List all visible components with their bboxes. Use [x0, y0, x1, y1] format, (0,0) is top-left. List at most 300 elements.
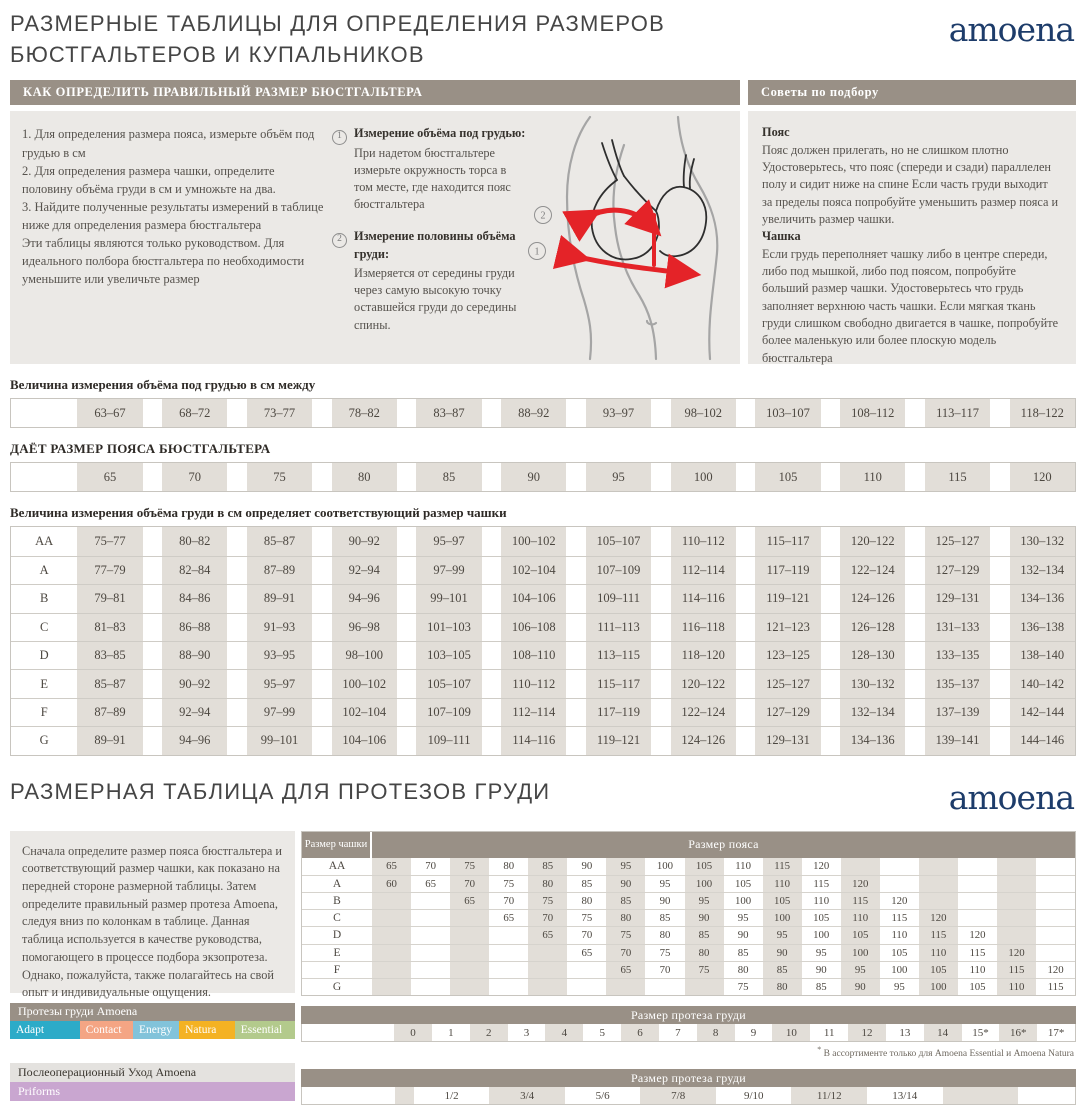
- table-cell: 65: [425, 877, 436, 890]
- table-cell: 115: [813, 877, 830, 890]
- table-gap: [482, 585, 501, 612]
- table-cell: 100: [763, 910, 802, 926]
- table-cell: 80: [606, 910, 645, 926]
- table-cell: 120–122: [671, 670, 736, 697]
- table-cell: [685, 979, 724, 995]
- how-to-panel: [10, 111, 740, 364]
- table-gap: [312, 463, 331, 491]
- torso-drawing-icon: [526, 115, 740, 361]
- table-gap: [397, 727, 416, 754]
- table-row: [11, 698, 1075, 726]
- table-gap: [821, 670, 840, 697]
- table-cell: [958, 910, 997, 926]
- table-cell: 112–114: [501, 699, 566, 726]
- table-cell: 78–82: [332, 399, 397, 427]
- table-cell: 95: [659, 877, 671, 890]
- table-gap: [482, 614, 501, 641]
- table-cell: 110: [840, 463, 905, 491]
- table-cell: 94–96: [332, 585, 397, 612]
- table-gap: [143, 727, 162, 754]
- table-cell: 15*: [972, 1026, 989, 1039]
- table-cell: 97–99: [416, 557, 481, 584]
- tips-belt-text: Пояс должен прилегать, но не слишком плотно Удостоверьтесь, что пояс (спереди и сзади) параллелен полу и сидит ниже на спине Если часть груди выходит за пределы пояса попробуйте уменьшить размер пояса и увеличить размер чашки.: [762, 142, 1059, 227]
- table-gap: [566, 727, 585, 754]
- table-cell: [528, 962, 567, 978]
- measure-1-body: [354, 125, 528, 213]
- table-blank: [943, 1087, 1019, 1104]
- table-row: [302, 961, 1075, 978]
- table-cell: 4: [545, 1024, 583, 1041]
- table-cell: 113–117: [925, 399, 990, 427]
- table-cell: 115: [997, 962, 1036, 978]
- table-cell: 85: [685, 927, 724, 943]
- table-cell: 92–94: [332, 557, 397, 584]
- prosthesis-band-table-body: [302, 858, 1075, 996]
- table-cell: 144–146: [1010, 727, 1075, 754]
- prosthesis-band-table-header: [302, 832, 1075, 858]
- table-cell: 87–89: [247, 557, 312, 584]
- table-cell: 95: [893, 981, 905, 993]
- table-cell: 100: [734, 895, 752, 908]
- table-blank: [395, 1087, 414, 1104]
- table-gap: [566, 399, 585, 427]
- table-cell: 75: [685, 962, 724, 978]
- table-cell: 142–144: [1010, 699, 1075, 726]
- table-cell: 96–98: [332, 614, 397, 641]
- table-row: [302, 875, 1075, 892]
- table-cell: 73–77: [247, 399, 312, 427]
- table-cell: 90: [763, 945, 802, 961]
- table-cell: 134–136: [840, 727, 905, 754]
- table-cell: 105–107: [416, 670, 481, 697]
- table-cell: 75: [450, 858, 489, 875]
- table-cell: 104–106: [501, 585, 566, 612]
- table-cell: [372, 945, 411, 961]
- table-gap: [312, 527, 331, 555]
- table-cell: [919, 858, 958, 875]
- table-cell: 79–81: [77, 585, 142, 612]
- table-gap: [566, 642, 585, 669]
- table-cell: 113–115: [586, 642, 651, 669]
- table-gap: [397, 585, 416, 612]
- table-cell: [450, 910, 489, 926]
- table-cell: [489, 979, 528, 995]
- table-cell: 120: [1047, 963, 1064, 976]
- table-cell: 75: [606, 927, 645, 943]
- table-gap: [312, 670, 331, 697]
- table-gap: [312, 699, 331, 726]
- table-gap: [651, 527, 670, 555]
- table-cell: 80: [659, 929, 671, 942]
- table-cell: 80: [685, 945, 724, 961]
- table-cell: 63–67: [77, 399, 142, 427]
- page-header: [0, 0, 1086, 74]
- table-gap: [143, 527, 162, 555]
- table-cell: 120: [841, 876, 880, 892]
- table-gap: [143, 614, 162, 641]
- table-cell: 110: [891, 929, 908, 942]
- table-cell: 77–79: [77, 557, 142, 584]
- page-title: [10, 8, 665, 70]
- table-cell: 75: [503, 877, 515, 890]
- prosthesis-right-column: [301, 831, 1076, 1105]
- table-gap: [227, 642, 246, 669]
- table-cell: 134–136: [1010, 585, 1075, 612]
- table-cell: 105: [813, 912, 830, 925]
- table-gap: [736, 727, 755, 754]
- cup-size-cell: AA: [35, 534, 54, 549]
- footnote: [301, 1045, 1076, 1058]
- cup-size-cell: A: [332, 877, 342, 890]
- table-cell: 105: [969, 981, 986, 993]
- table-cell: 65: [503, 912, 515, 925]
- table-gap: [143, 642, 162, 669]
- postop-size-table: [301, 1087, 1076, 1105]
- table-cell: 106–108: [501, 614, 566, 641]
- table-cell: 100: [656, 860, 674, 873]
- table-gap: [312, 399, 331, 427]
- table-cell: 9: [750, 1026, 757, 1039]
- table-cell: 118–120: [671, 642, 736, 669]
- table-gap: [905, 614, 924, 641]
- table-cell: 8: [697, 1024, 735, 1041]
- table-cell: 85: [737, 946, 749, 959]
- table-gap: [482, 642, 501, 669]
- band-table-title: ДАЁТ РАЗМЕР ПОЯСА БЮСТГАЛЬТЕРА: [10, 441, 271, 457]
- step-1: 1. Для определения размера пояса, измерьте объём под грудью в см: [22, 127, 315, 160]
- table-gap: [227, 585, 246, 612]
- table-cell: 100–102: [332, 670, 397, 697]
- table-gap: [905, 699, 924, 726]
- table-cell: 7: [675, 1026, 681, 1039]
- table-gap: [821, 463, 840, 491]
- table-cell: 115: [841, 893, 880, 909]
- measure-2-text: Измеряется от середины груди через самую высокую точку оставшейся груди до середины спины.: [354, 265, 517, 332]
- cup-size-header: Размер чашки: [302, 832, 372, 858]
- table-cell: [450, 945, 489, 961]
- cup-size-cell: A: [39, 563, 49, 578]
- table-cell: 140–142: [1010, 670, 1075, 697]
- table-cell: 117–119: [755, 557, 820, 584]
- table-gap: [651, 642, 670, 669]
- table-cell: [372, 979, 411, 995]
- table-lead-blank: [302, 1087, 395, 1104]
- table-gap: [821, 699, 840, 726]
- table-cell: 60: [372, 876, 411, 892]
- table-cell: 137–139: [925, 699, 990, 726]
- table-cell: [528, 945, 567, 961]
- table-cell: 122–124: [840, 557, 905, 584]
- postop-care-bar: Послеоперационный Уход Amoena: [10, 1063, 295, 1082]
- amoena-logo-2: amoena: [948, 777, 1074, 817]
- how-to-header-bar: КАК ОПРЕДЕЛИТЬ ПРАВИЛЬНЫЙ РАЗМЕР БЮСТГАЛЬТЕРА: [10, 80, 740, 105]
- table-cell: 104–106: [332, 727, 397, 754]
- table-cell: 91–93: [247, 614, 312, 641]
- table-cell: [1036, 893, 1075, 909]
- table-cell: 93–97: [586, 399, 651, 427]
- table-cell: 105: [685, 858, 724, 875]
- table-cell: 90: [501, 463, 566, 491]
- table-gap: [736, 670, 755, 697]
- step-3: 3. Найдите полученные результаты измерений в таблице ниже для определения размера бюстгальтера: [22, 199, 324, 233]
- table-cell: 122–124: [671, 699, 736, 726]
- table-cell: 121–123: [755, 614, 820, 641]
- table-cell: 120: [891, 895, 908, 908]
- table-cell: 87–89: [77, 699, 142, 726]
- table-cell: 75: [247, 463, 312, 491]
- table-gap: [651, 670, 670, 697]
- table-cell: 92–94: [162, 699, 227, 726]
- measure-1-marker: [332, 125, 354, 213]
- table-cell: 88–92: [501, 399, 566, 427]
- table-gap: [143, 670, 162, 697]
- table-lead-blank: [302, 1024, 394, 1041]
- table-cell: 129–131: [925, 585, 990, 612]
- table-cell: 70: [581, 929, 593, 942]
- table-cell: 83–87: [416, 399, 481, 427]
- measure-1: [332, 125, 528, 213]
- table-cell: 118–122: [1010, 399, 1075, 427]
- table-cell: 135–137: [925, 670, 990, 697]
- section1-panels: [10, 111, 1076, 364]
- table-cell: 85: [528, 858, 567, 875]
- table-cell: [450, 979, 489, 995]
- table-cell: 3/4: [489, 1087, 565, 1104]
- table-gap: [651, 585, 670, 612]
- table-cell: 90: [606, 876, 645, 892]
- table-cell: 108–110: [501, 642, 566, 669]
- table-cell: 130–132: [1010, 527, 1075, 555]
- page-title-line2: БЮСТГАЛЬТЕРОВ И КУПАЛЬНИКОВ: [10, 42, 425, 68]
- table-cell: 90–92: [332, 527, 397, 555]
- table-cell: [997, 858, 1036, 875]
- table-cell: [411, 893, 450, 909]
- table-gap: [651, 614, 670, 641]
- table-cell: 100–102: [501, 527, 566, 555]
- table-gap: [482, 699, 501, 726]
- priforms-chip: Priforms: [10, 1082, 295, 1101]
- table-gap: [990, 670, 1009, 697]
- illustration-markers: [529, 207, 552, 260]
- table-cell: 13: [899, 1026, 911, 1039]
- table-cell: 103–105: [416, 642, 481, 669]
- table-cell: 89–91: [247, 585, 312, 612]
- table-gap: [905, 557, 924, 584]
- table-cell: [450, 927, 489, 943]
- table-cell: 127–129: [925, 557, 990, 584]
- table-gap: [312, 585, 331, 612]
- table-cell: 110: [919, 945, 958, 961]
- table-cell: [997, 876, 1036, 892]
- table-gap: [227, 399, 246, 427]
- table-cell: 107–109: [586, 557, 651, 584]
- table-gap: [651, 727, 670, 754]
- table-cell: [450, 962, 489, 978]
- table-cell: 119–121: [755, 585, 820, 612]
- band-size-table: [10, 462, 1076, 492]
- band-size-header: Размер пояса: [372, 832, 1075, 858]
- tips-panel: [748, 111, 1076, 364]
- table-gap: [651, 699, 670, 726]
- table-cell: 89–91: [77, 727, 142, 754]
- table-cell: 100: [671, 463, 736, 491]
- table-cell: [411, 962, 450, 978]
- measure-2: [332, 228, 528, 333]
- table-cell: 120: [969, 929, 986, 942]
- tips-cup-title: Чашка: [762, 229, 801, 244]
- table-gap: [905, 463, 924, 491]
- table-cell: [489, 962, 528, 978]
- cup-size-cell: B: [40, 591, 49, 606]
- table-cell: 120: [1010, 463, 1075, 491]
- table-gap: [397, 557, 416, 584]
- table-cell: 84–86: [162, 585, 227, 612]
- table-cell: 90: [737, 929, 749, 942]
- table-cell: 17*: [1047, 1026, 1065, 1039]
- cup-size-cell: D: [332, 929, 342, 942]
- table-gap: [821, 727, 840, 754]
- table-cell: 101–103: [416, 614, 481, 641]
- table-gap: [736, 614, 755, 641]
- table-cell: 111–113: [586, 614, 651, 641]
- table-cell: 80: [581, 895, 593, 908]
- table-cell: [645, 979, 684, 995]
- table-cell: 95: [737, 912, 749, 925]
- table-gap: [397, 670, 416, 697]
- table-cell: 119–121: [586, 727, 651, 754]
- cup-size-cell: C: [333, 912, 341, 925]
- table-cell: 100: [685, 876, 724, 892]
- table-gap: [397, 642, 416, 669]
- table-cell: 120: [919, 910, 958, 926]
- table-cell: 90–92: [162, 670, 227, 697]
- tips-header-bar: Советы по подбору: [748, 80, 1076, 105]
- table-gap: [905, 670, 924, 697]
- table-cell: 109–111: [586, 585, 651, 612]
- table-cell: 120: [997, 945, 1036, 961]
- table-cell: 75: [581, 912, 593, 925]
- table-cell: 131–133: [925, 614, 990, 641]
- table-gap: [821, 642, 840, 669]
- table-cell: 85: [581, 877, 593, 890]
- table-cell: 139–141: [925, 727, 990, 754]
- table-cell: 114–116: [501, 727, 566, 754]
- table-row: [11, 669, 1075, 697]
- table-gap: [990, 399, 1009, 427]
- table-cell: [1036, 910, 1075, 926]
- table-row: [11, 726, 1075, 754]
- table-gap: [990, 642, 1009, 669]
- table-gap: [227, 699, 246, 726]
- table-cell: 97–99: [247, 699, 312, 726]
- section1-bars: [10, 80, 1076, 105]
- table-cell: 95–97: [247, 670, 312, 697]
- cup-size-cell: E: [333, 946, 341, 959]
- footnote-asterisk: *: [817, 1045, 822, 1055]
- table-cell: 100: [813, 929, 830, 942]
- measure-2-marker: [332, 228, 354, 333]
- cup-table-title: Величина измерения объёма груди в см определяет соответствующий размер чашки: [10, 505, 507, 521]
- table-cell: 70: [450, 876, 489, 892]
- table-cell: 105: [891, 946, 908, 959]
- table-gap: [312, 642, 331, 669]
- table-gap: [143, 699, 162, 726]
- table-cell: [489, 945, 528, 961]
- table-cell: [958, 893, 997, 909]
- illus-marker-2: 2: [540, 210, 546, 222]
- table-cell: 98–100: [332, 642, 397, 669]
- table-row: [302, 858, 1075, 875]
- table-gap: [736, 527, 755, 555]
- table-cell: [1036, 876, 1075, 892]
- table-gap: [905, 727, 924, 754]
- cup-size-cell: D: [39, 648, 49, 663]
- table-gap: [566, 557, 585, 584]
- table-cell: 100: [891, 963, 908, 976]
- table-cell: 75: [737, 981, 749, 993]
- table-cell: 126–128: [840, 614, 905, 641]
- cup-size-cell: G: [332, 981, 342, 993]
- table-cell: 132–134: [1010, 557, 1075, 584]
- table-cell: 99–101: [247, 727, 312, 754]
- table-cell: [411, 927, 450, 943]
- table-cell: [880, 876, 919, 892]
- table-cell: 130–132: [840, 670, 905, 697]
- table-cell: 68–72: [162, 399, 227, 427]
- table-gap: [143, 463, 162, 491]
- table-cell: 75: [528, 893, 567, 909]
- table-row: [11, 613, 1075, 641]
- table-cell: 95: [841, 962, 880, 978]
- cup-size-cell: C: [40, 619, 49, 634]
- table-cell: 85: [606, 893, 645, 909]
- section2-title: РАЗМЕРНАЯ ТАБЛИЦА ДЛЯ ПРОТЕЗОВ ГРУДИ: [10, 778, 551, 804]
- table-gap: [227, 614, 246, 641]
- table-cell: 110: [841, 910, 880, 926]
- table-gap: [990, 699, 1009, 726]
- table-cell: [489, 927, 528, 943]
- table-cell: 9/10: [743, 1089, 764, 1102]
- table-cell: 6: [621, 1024, 659, 1041]
- table-gap: [227, 727, 246, 754]
- table-gap: [990, 585, 1009, 612]
- table-cell: [411, 945, 450, 961]
- table-row: [302, 892, 1075, 909]
- table-cell: 133–135: [925, 642, 990, 669]
- table-gap: [736, 463, 755, 491]
- tips-belt-title: Пояс: [762, 125, 790, 140]
- cup-size-cell: AA: [328, 860, 346, 873]
- table-cell: 110: [763, 876, 802, 892]
- table-gap: [566, 463, 585, 491]
- table-gap: [736, 399, 755, 427]
- table-cell: 85: [659, 912, 671, 925]
- table-blank: [1018, 1087, 1075, 1104]
- table-row: [11, 584, 1075, 612]
- table-cell: 127–129: [755, 699, 820, 726]
- table-row: [302, 944, 1075, 961]
- prosthesis-intro-text: Сначала определите размер пояса бюстгальтера и соответствующий размер чашки, как показано на передней стороне размерной таблицы. Затем определите правильный размер протеза Amoena, следуя вниз по колонкам в таблице. Данная таблица используется в качестве руководства, помогающего в процессе подбора экзопротеза. Однако, пожалуйста, также полагайтесь на свой опыт и индивидуальные ощущения.: [10, 831, 295, 993]
- prosthesis-band-table: [301, 831, 1076, 997]
- table-cell: 110–112: [501, 670, 566, 697]
- table-gap: [482, 727, 501, 754]
- table-gap: [227, 463, 246, 491]
- table-cell: 85: [763, 962, 802, 978]
- table-cell: [567, 979, 606, 995]
- table-cell: 95: [606, 858, 645, 875]
- table-cell: 85: [416, 463, 481, 491]
- measure-descriptions: [332, 111, 528, 364]
